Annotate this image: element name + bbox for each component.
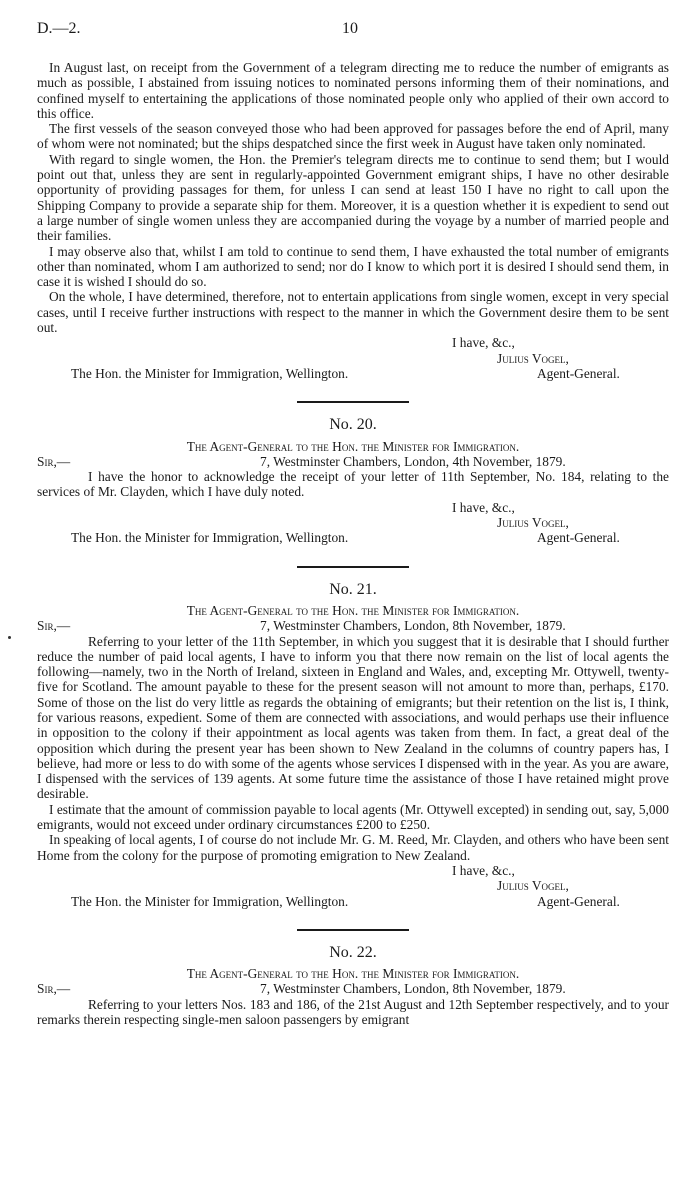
section-divider	[297, 929, 409, 931]
document-body	[37, 60, 669, 1027]
margin-dot	[8, 636, 11, 639]
letter-heading: The Agent-General to the Hon. the Minister for Immigration.	[186, 966, 520, 982]
signer-title: Agent-General.	[537, 893, 620, 909]
paragraph: I have the honor to acknowledge the receipt of your letter of 11th September, No. 184, relating to the services of Mr. Clayden, which I have duly noted.	[37, 469, 669, 500]
letter-20	[37, 417, 669, 545]
paragraph: In speaking of local agents, I of course do not include Mr. G. M. Reed, Mr. Clayden, and others who have been sent Home from the colony for the purpose of promoting emigration to New Zealand.	[37, 832, 669, 863]
paragraph: On the whole, I have determined, therefore, not to entertain applications from single women, except in very special cases, until I receive further instructions with respect to the manner in which the Government desire them to be sent out.	[37, 289, 669, 336]
signature: Julius Vogel,	[497, 515, 569, 531]
letter-21	[37, 582, 669, 909]
letter-22	[37, 945, 669, 1027]
dateline: 7, Westminster Chambers, London, 8th November, 1879.	[260, 981, 566, 997]
paragraph: I estimate that the amount of commission payable to local agents (Mr. Ottywell excepted) in sending out, say, 5,000 emigrants, would not exceed under ordinary circumstances £200 to £250.	[37, 801, 669, 833]
page-number: 10	[342, 20, 358, 37]
document-reference: D.—2.	[37, 20, 81, 37]
addressee: The Hon. the Minister for Immigration, Wellington.	[71, 893, 349, 909]
letter-number: No. 20.	[329, 416, 377, 434]
section-divider	[297, 566, 409, 568]
signature: Julius Vogel,	[497, 350, 569, 366]
dateline-row	[37, 618, 669, 633]
paragraph: I may observe also that, whilst I am told to continue to send them, I have exhausted the total number of emigrants other than nominated, whom I am authorized to send; nor do I know to which port it is desired I should send them, in case it is wished I should do so.	[37, 243, 669, 290]
paragraph: Referring to your letters Nos. 183 and 186, of the 21st August and 12th September respectively, and to your remarks therein respecting single-men saloon passengers by emigrant	[37, 996, 669, 1028]
addressee-line	[37, 530, 669, 545]
letter-number: No. 22.	[329, 943, 377, 961]
dateline-row	[37, 981, 669, 996]
paragraph: With regard to single women, the Hon. the Premier's telegram directs me to continue to send them; but I would point out that, unless they are sent in regularly-appointed Government emigrant ships, I have no other desirable opportunity of providing passages for them, for unless I can send at least 150 I have no right to call upon the Shipping Company to provide a separate ship for them. Moreover, it is a question whether it is expedient to send out a large number of single women unless they are accompanied during the voyage by a number of married people and their families.	[37, 151, 669, 244]
addressee: The Hon. the Minister for Immigration, Wellington.	[71, 365, 349, 381]
addressee: The Hon. the Minister for Immigration, Wellington.	[71, 530, 349, 546]
paragraph: The first vessels of the season conveyed those who had been approved for passages before the end of April, many of whom were not nominated; but the ships despatched since the first week in August have taken only nominated.	[37, 121, 669, 152]
closing: I have, &c.,	[452, 335, 515, 351]
closing: I have, &c.,	[452, 862, 515, 878]
salutation: Sir,—	[37, 618, 71, 634]
paragraph: Referring to your letter of the 11th September, in which you suggest that it is desirable that I should further reduce the number of paid local agents, I have to inform you that there now remain on the list of local agents the following—namely, two in the North of Ireland, sixteen in England and Wales, and, excepting Mr. Ottywell, twenty-five for Scotland. The amount payable to these for the present season will not amount to more than, perhaps, £170. Some of those on the list do very little as regards the obtaining of emigrants; but their retention on the list is, I think, for various reasons, expedient. Some of them are connected with associations, and would perhaps use their influence in opposition to the colony if their appointment as local agents was taken from them. In fact, a great deal of the opposition which during the present year has been shown to New Zealand in the columns of country papers has, I believe, had more or less to do with some of the agents whose services I dispensed with in the year. As you are aware, I dispensed with the services of 139 agents. At some future time the assistance of those I have retained might prove desirable.	[37, 633, 669, 802]
signature: Julius Vogel,	[497, 878, 569, 894]
addressee-line	[37, 366, 669, 381]
letter-heading: The Agent-General to the Hon. the Minister for Immigration.	[186, 438, 520, 454]
closing: I have, &c.,	[452, 499, 515, 515]
dateline: 7, Westminster Chambers, London, 4th November, 1879.	[260, 453, 566, 469]
paragraph: In August last, on receipt from the Government of a telegram directing me to reduce the number of emigrants as much as possible, I abstained from issuing notices to nominated persons informing them of their nominations, and confined myself to entertaining the applications of those nominated people only who applied of their own accord to this office.	[37, 60, 669, 121]
salutation: Sir,—	[37, 981, 71, 997]
letter-heading: The Agent-General to the Hon. the Minister for Immigration.	[186, 602, 520, 618]
dateline: 7, Westminster Chambers, London, 8th November, 1879.	[260, 618, 566, 634]
letter-number: No. 21.	[329, 580, 377, 598]
addressee-line	[37, 894, 669, 909]
signer-title: Agent-General.	[537, 365, 620, 381]
letter-continuation	[37, 60, 669, 381]
dateline-row	[37, 454, 669, 469]
section-divider	[297, 401, 409, 403]
salutation: Sir,—	[37, 453, 71, 469]
signer-title: Agent-General.	[537, 530, 620, 546]
